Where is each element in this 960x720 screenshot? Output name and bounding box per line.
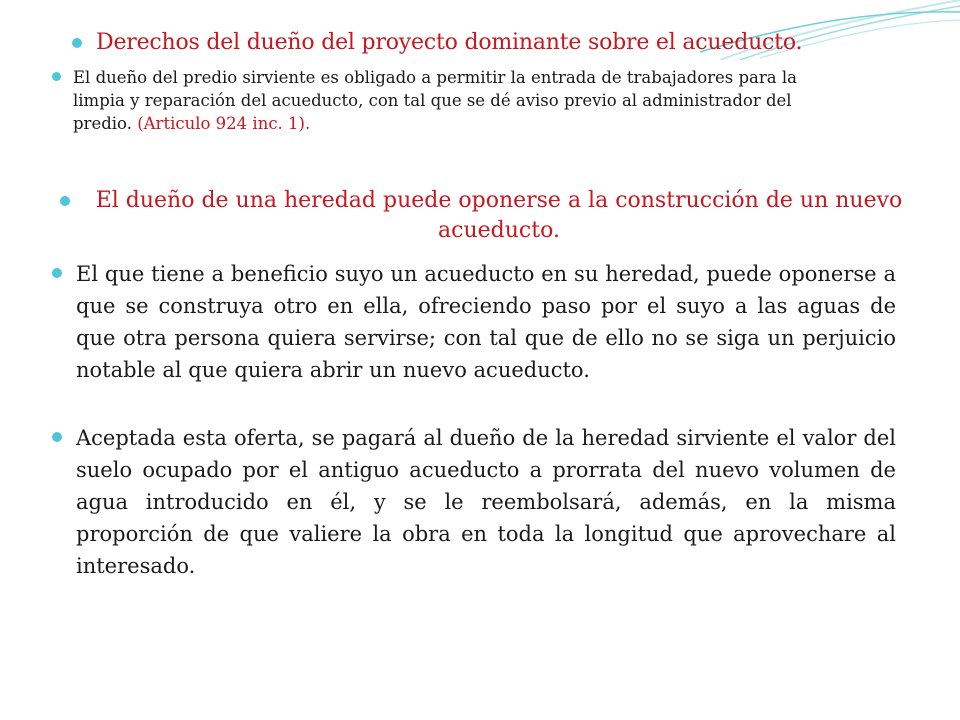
bullet-item bbox=[52, 66, 912, 135]
article-citation: (Articulo 924 inc. 1). bbox=[137, 114, 311, 133]
bullet-icon bbox=[52, 432, 62, 442]
bullet-icon bbox=[52, 268, 62, 278]
paragraph-text: El que tiene a beneficio suyo un acueducto en su heredad, puede oponerse a que se construya otro en ella, ofreciendo paso por el suyo a las aguas de que otra persona quiera servirse; con tal que de ello no se siga un perjuicio notable al que quiera abrir un nuevo acueducto. bbox=[76, 262, 896, 382]
bullet-item bbox=[52, 422, 912, 582]
bullet-item bbox=[72, 28, 932, 58]
bullet-item bbox=[60, 186, 920, 246]
bullet-icon bbox=[72, 38, 82, 48]
paragraph-text: Aceptada esta oferta, se pagará al dueño de la heredad sirviente el valor del suelo ocupado por el antiguo acueducto a prorrata del nuevo volumen de agua introducido en él, y se le reembolsará, además, en la misma proporción de que valiere la obra en toda la longitud que aprovechare al interesado. bbox=[76, 426, 896, 578]
bullet-icon bbox=[60, 196, 70, 206]
subheading-text: El dueño de una heredad puede oponerse a la construcción de un nuevo acueducto. bbox=[95, 188, 903, 243]
paragraph-body: El dueño del predio sirviente es obligado a permitir la entrada de trabajadores para la limpia y reparación del acueducto, con tal que se dé aviso previo al administrador del predio. bbox=[73, 68, 797, 133]
bullet-icon bbox=[52, 72, 61, 81]
paragraph-text bbox=[73, 66, 813, 135]
bullet-item bbox=[52, 258, 912, 386]
heading-text: Derechos del dueño del proyecto dominante sobre el acueducto. bbox=[96, 30, 803, 55]
